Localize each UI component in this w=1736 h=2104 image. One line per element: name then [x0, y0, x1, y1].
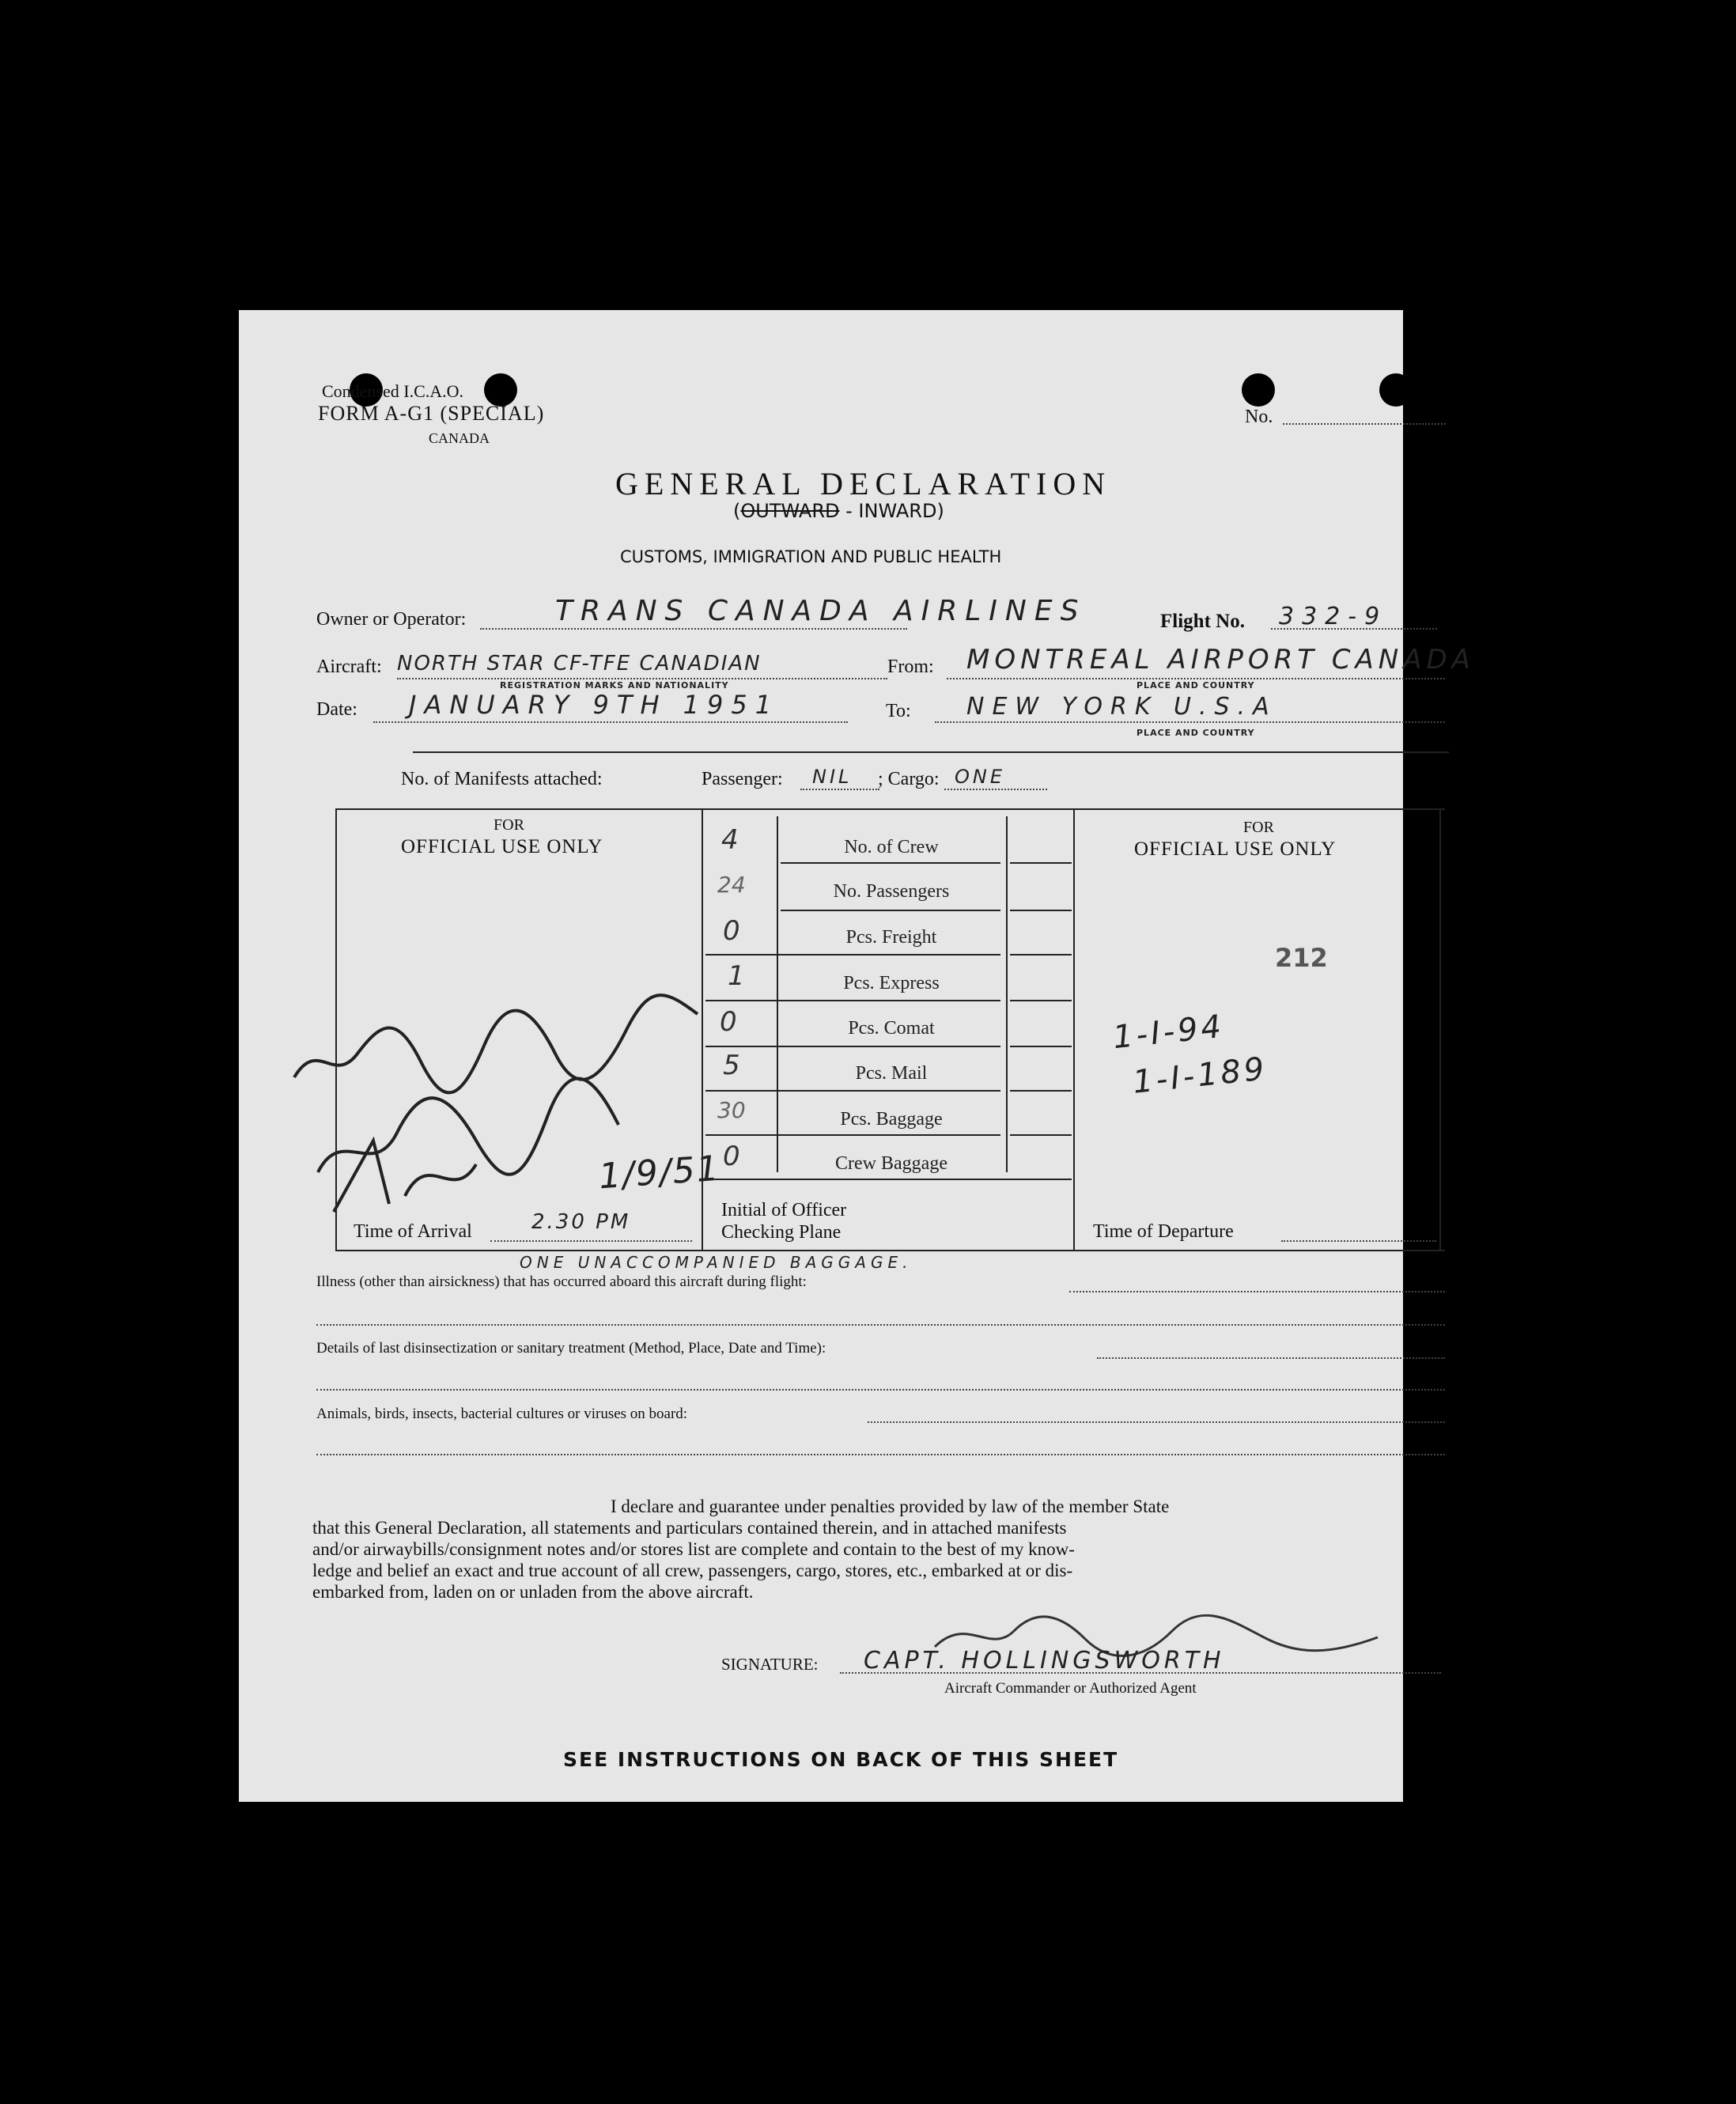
bracket: (: [733, 500, 741, 522]
row-rule: [781, 862, 1000, 864]
row-label: Pcs. Freight: [845, 927, 937, 948]
subtitle: CUSTOMS, IMMIGRATION AND PUBLIC HEALTH: [620, 547, 1002, 566]
row-rule: [705, 1046, 1000, 1047]
from-value: MONTREAL AIRPORT CANADA: [966, 644, 1475, 675]
row-rule: [705, 1134, 1000, 1136]
row-value: 0: [723, 915, 740, 947]
row-rule: [705, 1179, 1072, 1180]
row-value: 30: [717, 1097, 746, 1123]
form-title: GENERAL DECLARATION: [615, 466, 1112, 501]
time-arrival-label: Time of Arrival: [354, 1221, 472, 1242]
illness-line: [1069, 1291, 1445, 1292]
date-value: JANUARY 9TH 1951: [409, 690, 780, 720]
declaration-line-2: that this General Declaration, all statements and particulars contained therein, and in attached manifests: [312, 1518, 1067, 1538]
aircraft-line: [397, 678, 887, 679]
row-label: Pcs. Baggage: [840, 1109, 943, 1130]
stamp-number: 212: [1275, 943, 1328, 973]
declaration-line-4: ledge and belief an exact and true account of all crew, passengers, cargo, stores, etc., embarked at or dis-: [312, 1561, 1073, 1580]
aircraft-caption: REGISTRATION MARKS AND NATIONALITY: [500, 680, 729, 691]
table-col-label: [777, 816, 778, 1172]
checking-plane-label: Checking Plane: [721, 1222, 842, 1243]
passenger-line: [800, 789, 879, 790]
official-note-1: 1-I-94: [1110, 1008, 1227, 1057]
owner-line: [480, 628, 907, 630]
row-rule: [705, 1090, 1000, 1092]
illness-label: Illness (other than airsickness) that has occurred aboard this aircraft during flight:: [316, 1273, 807, 1290]
declaration-form: [239, 310, 1475, 1802]
right-official: OFFICIAL USE ONLY: [1134, 838, 1337, 860]
check-rule: [1010, 1134, 1072, 1136]
disinsect-label: Details of last disinsectization or sanitary treatment (Method, Place, Date and Time):: [316, 1340, 826, 1357]
cargo-label: ; Cargo:: [878, 769, 940, 789]
row-label: Crew Baggage: [835, 1153, 947, 1174]
signature-caption: Aircraft Commander or Authorized Agent: [944, 1680, 1197, 1697]
number-field: [1283, 423, 1446, 425]
from-line: [947, 678, 1445, 679]
to-label: To:: [886, 701, 911, 721]
inward-label: - INWARD): [845, 500, 944, 522]
form-name: FORM A-G1 (SPECIAL): [318, 402, 545, 425]
signature-label: SIGNATURE:: [721, 1655, 819, 1674]
punch-hole: [1242, 373, 1275, 407]
check-rule: [1010, 910, 1072, 911]
table-right: [1439, 808, 1441, 1251]
passenger-value: NIL: [812, 766, 853, 788]
animals-line-2: [316, 1454, 1445, 1455]
form-org: Condensed I.C.A.O.: [322, 381, 464, 401]
row-label: Pcs. Express: [843, 973, 940, 993]
time-arrival-value: 2.30 PM: [531, 1210, 631, 1234]
row-value: 24: [717, 872, 746, 898]
aircraft-label: Aircraft:: [316, 657, 382, 677]
direction-line: [733, 500, 944, 522]
check-rule: [1010, 1090, 1072, 1092]
row-value: 5: [723, 1050, 740, 1081]
row-value: 1: [728, 960, 745, 992]
signature-value: CAPT. HOLLINGSWORTH: [864, 1647, 1225, 1674]
check-rule: [1010, 862, 1072, 864]
table-col-right: [1073, 808, 1075, 1251]
row-rule: [705, 1000, 1000, 1001]
cargo-value: ONE: [955, 766, 1006, 788]
manifests-label: No. of Manifests attached:: [401, 769, 603, 789]
declaration-line-5: embarked from, laden on or unladen from the above aircraft.: [312, 1582, 754, 1602]
to-line: [935, 721, 1445, 723]
cargo-line: [944, 789, 1047, 790]
punch-hole: [1379, 373, 1413, 407]
flight-value: 332-9: [1279, 603, 1388, 630]
from-label: From:: [887, 657, 934, 677]
illness-line-2: [316, 1324, 1445, 1326]
form-country: CANADA: [429, 430, 490, 446]
row-value: 4: [721, 824, 739, 856]
animals-line: [868, 1421, 1445, 1423]
owner-label: Owner or Operator:: [316, 609, 467, 630]
left-for: FOR: [494, 816, 524, 834]
check-rule: [1010, 1046, 1072, 1047]
row-rule: [781, 910, 1000, 911]
outward-struck: OUTWARD: [740, 500, 840, 522]
right-for: FOR: [1243, 819, 1274, 836]
row-label: Pcs. Mail: [855, 1063, 928, 1084]
official-date: 1/9/51: [597, 1148, 722, 1198]
illness-note: ONE UNACCOMPANIED BAGGAGE.: [520, 1253, 913, 1272]
initial-officer-label: Initial of Officer: [721, 1200, 847, 1220]
flight-label: Flight No.: [1160, 611, 1245, 632]
time-departure-label: Time of Departure: [1093, 1221, 1234, 1242]
row-label: No. of Crew: [844, 837, 939, 857]
to-value: NEW YORK U.S.A: [966, 693, 1277, 721]
from-caption: PLACE AND COUNTRY: [1137, 680, 1255, 691]
table-col-check: [1006, 816, 1008, 1172]
row-label: No. Passengers: [833, 881, 950, 902]
owner-value: TRANS CANADA AIRLINES: [555, 595, 1087, 627]
divider: [413, 751, 1449, 753]
officer-signature: [286, 943, 729, 1275]
table-top: [335, 808, 1445, 810]
check-rule: [1010, 954, 1072, 956]
declaration-line-1: I declare and guarantee under penalties provided by law of the member State: [611, 1497, 1170, 1516]
number-label: No.: [1245, 407, 1273, 427]
disinsect-line-2: [316, 1389, 1445, 1391]
date-line: [373, 721, 848, 723]
footer-instructions: SEE INSTRUCTIONS ON BACK OF THIS SHEET: [563, 1748, 1119, 1771]
disinsect-line: [1097, 1357, 1445, 1359]
to-caption: PLACE AND COUNTRY: [1137, 728, 1255, 738]
date-label: Date:: [316, 699, 357, 720]
row-rule: [705, 954, 1000, 956]
row-value: 0: [720, 1006, 737, 1038]
passenger-label: Passenger:: [702, 769, 783, 789]
row-value: 0: [723, 1141, 740, 1172]
animals-label: Animals, birds, insects, bacterial cultures or viruses on board:: [316, 1406, 688, 1422]
left-official: OFFICIAL USE ONLY: [401, 836, 603, 857]
time-departure-line: [1281, 1240, 1436, 1242]
aircraft-value: NORTH STAR CF-TFE CANADIAN: [397, 652, 762, 675]
check-rule: [1010, 1000, 1072, 1001]
official-note-2: 1-I-189: [1131, 1050, 1269, 1101]
row-label: Pcs. Comat: [848, 1018, 935, 1039]
declaration-line-3: and/or airwaybills/consignment notes and/or stores list are complete and contain to the best of my know-: [312, 1539, 1075, 1559]
